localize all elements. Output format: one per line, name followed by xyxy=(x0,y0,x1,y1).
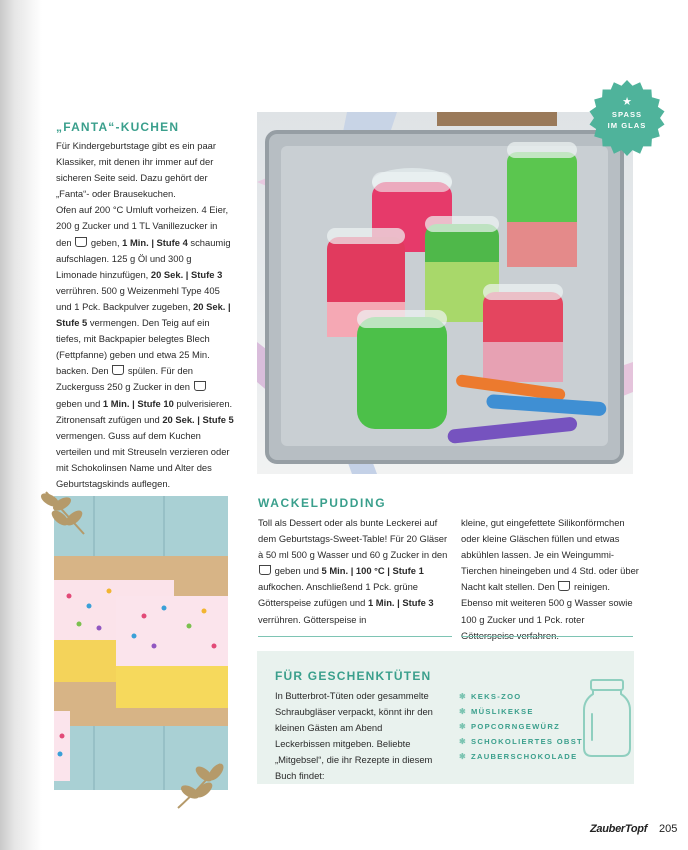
divider xyxy=(461,636,633,637)
gift-list xyxy=(459,689,583,764)
list-item: ✱ POPCORNGEWÜRZ xyxy=(459,719,583,734)
mixing-bowl-icon xyxy=(112,365,124,375)
mixing-bowl-icon xyxy=(75,237,87,247)
star-icon: ✱ xyxy=(459,692,468,701)
star-icon: ✱ xyxy=(459,752,468,761)
badge-label: SPASS IM GLAS xyxy=(607,110,647,130)
fanta-recipe xyxy=(56,138,234,492)
star-icon: ✱ xyxy=(459,722,468,731)
page-number: 205 xyxy=(659,823,678,835)
gift-heading: FÜR GESCHENKTÜTEN xyxy=(275,669,432,683)
book-spine-shadow xyxy=(0,0,42,850)
wackelpudding-heading: WACKELPUDDING xyxy=(258,496,387,510)
fanta-heading: „FANTA“-KUCHEN xyxy=(56,120,180,134)
list-item: ✱ KEKS-ZOO xyxy=(459,689,583,704)
wackelpudding-col-2: kleine, gut eingefettete Silikonförmchen oder kleine Gläschen füllen und etwas abkühlen lassen. Je ein Weingummi-Tierchen hineingeben und 4 Std. oder über Nacht kalt stellen. Den reinigen. Ebenso mit weiteren 500 g Wasser sowie 100 g Zucker und 1 Pck. roter xyxy=(461,517,639,625)
mixing-bowl-icon xyxy=(558,581,570,591)
divider xyxy=(258,636,452,637)
jar-icon xyxy=(582,678,632,758)
gift-text: In Butterbrot-Tüten oder gesammelte Schraubgläser verpackt, könnt ihr den kleinen Gästen am Abend Leckerbissen mitgeben. Beliebte „Mitgebsel“, die ihr Rezepte in diesem Buch findet: xyxy=(275,690,433,782)
wackelpudding-col-1: Toll als Dessert oder als bunte Leckerei auf dem Geburtstags-Sweet-Table! Für 20 Gläser à 50 ml 500 g Wasser und 60 g Zucker in den geben und 5 Min. | 100 °C | Stufe 1 aufkochen. Anschließend 1 Pck. grüne Götterspeise zufügen und 1 Min. | Stufe 3 verrühren. Götterspeise in xyxy=(258,517,448,625)
star-icon: ✱ xyxy=(459,707,468,716)
fanta-cake-photo xyxy=(54,496,228,790)
leaf-branch-icon xyxy=(36,484,88,538)
list-item: ✱ SCHOKOLIERTES OBST xyxy=(459,734,583,749)
star-icon: ★ xyxy=(622,95,632,108)
jelly-glasses-photo xyxy=(257,112,633,474)
mixing-bowl-icon xyxy=(194,381,206,391)
fanta-instructions: Ofen auf 200 °C Umluft vorheizen. 4 Eier, 200 g Zucker und 1 TL Vanillezucker in den geben, 1 Min. | Stufe 4 schaumig aufschlagen. 125 g Öl und 300 g Limonade hinzufügen, 20 Sek. | Stufe 3 verrühren. 500 g Weizenmehl Type 405 und 1 Pck. Backpulver zugeben, 20 Sek. | Stufe 5 vermengen. Den Teig auf ein tiefes, mit Backpapier belegtes Blech (Fettpfanne) geben und etwa 25 Min. backen. Den spülen. Für den Zuckerguss 250 g Zucker in den geben und 1 Min. | Stufe 10 pulverisieren. Zitronensaft zufügen und 20 Sek. | Stufe 5 vermengen. Guss auf dem Kuchen verteilen und mit Streuseln verzieren oder mit Schokolinsen Name und Alter des Geburtstagskinds auflegen. xyxy=(56,204,234,489)
brand-logo: ZauberTopf xyxy=(590,823,648,835)
mixing-bowl-icon xyxy=(259,565,271,575)
list-item: ✱ ZAUBERSCHOKOLADE xyxy=(459,749,583,764)
fanta-intro: Für Kindergeburtstage gibt es ein paar Klassiker, mit denen ihr immer auf der sicheren Seite seid. Dazu gehört der „Fanta“- oder Brausekuchen. xyxy=(56,140,216,200)
list-item: ✱ MÜSLIKEKSE xyxy=(459,704,583,719)
star-icon: ✱ xyxy=(459,737,468,746)
leaf-branch-icon xyxy=(174,756,230,812)
